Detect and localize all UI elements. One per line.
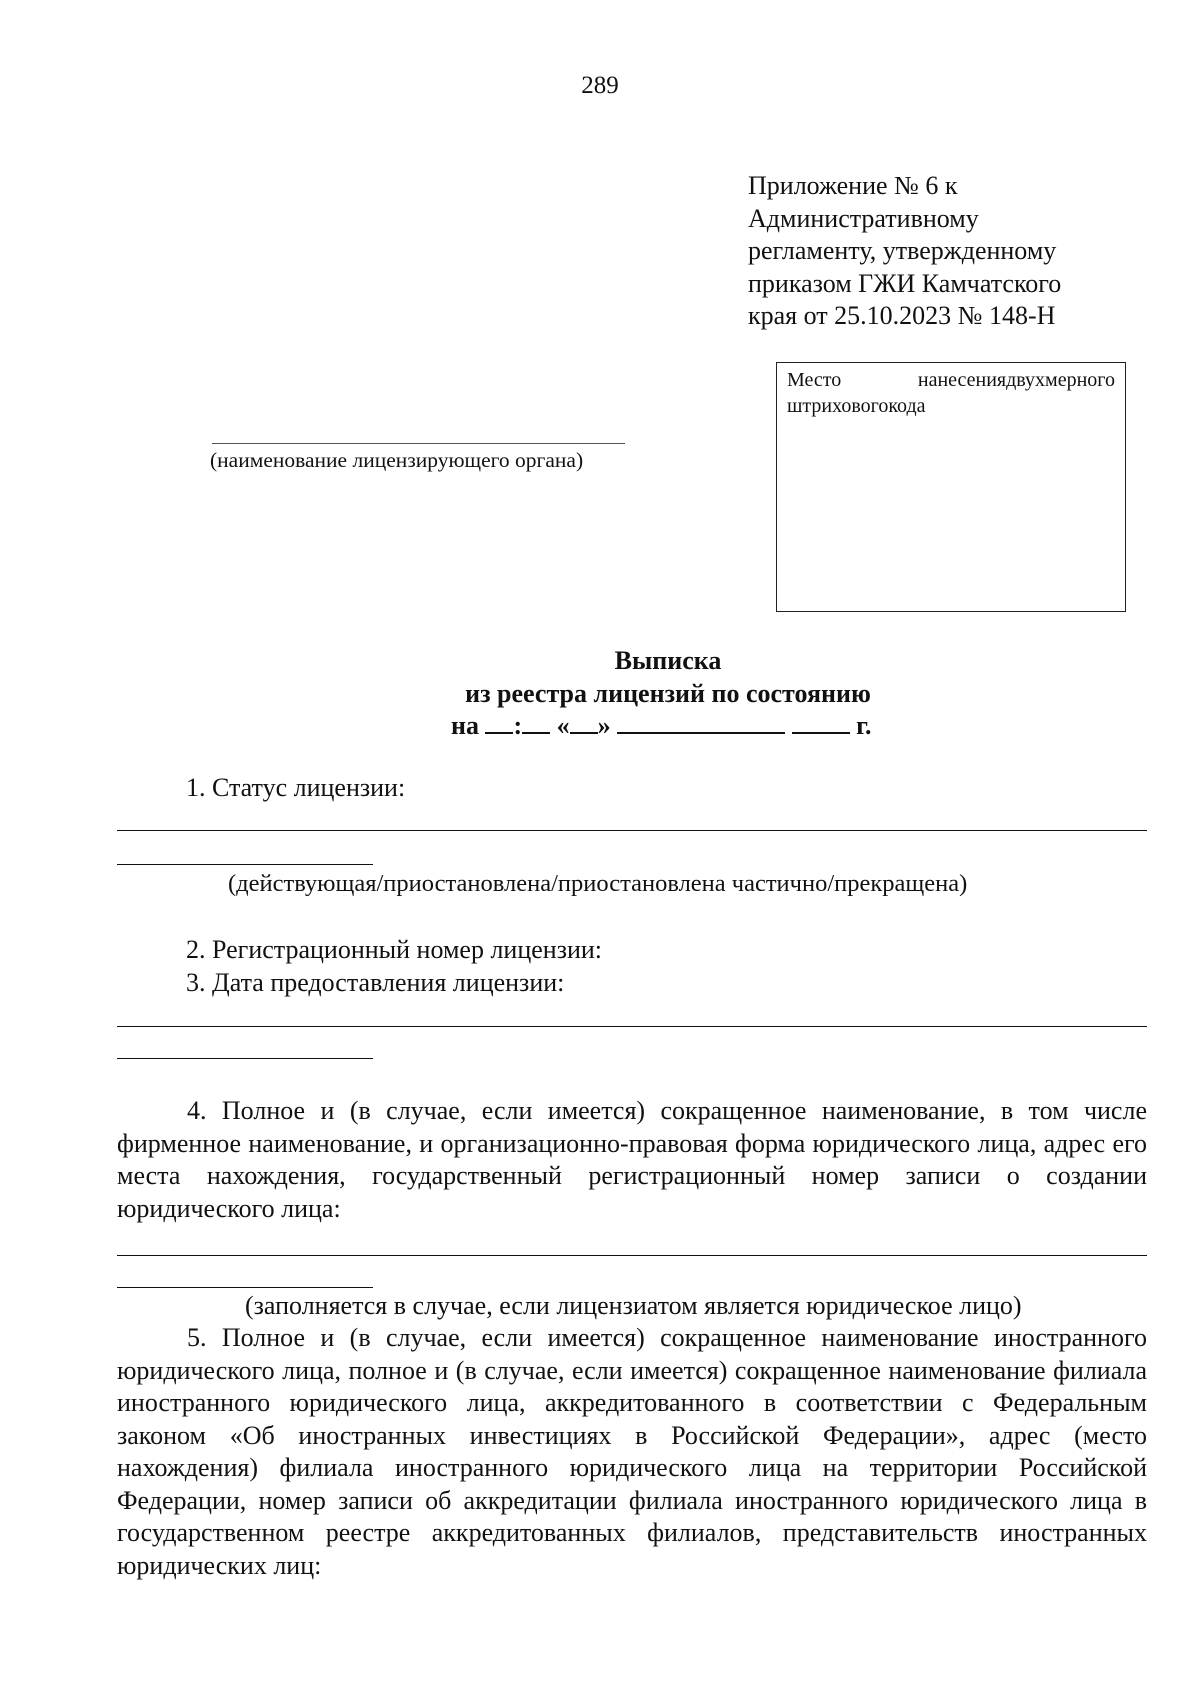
quote-close: » — [597, 711, 611, 740]
hour-blank — [485, 710, 513, 734]
barcode-label-word: нанесениядвухмерного — [917, 369, 1115, 391]
time-colon: : — [513, 711, 523, 740]
day-blank — [570, 710, 598, 734]
appendix-header — [748, 170, 1061, 333]
fill-line — [117, 830, 1147, 831]
date-line — [451, 710, 872, 742]
fill-line-short — [117, 1058, 373, 1059]
barcode-label-word: Место — [787, 369, 842, 391]
date-on-word: на — [451, 711, 479, 740]
year-suffix: г. — [856, 711, 872, 740]
appendix-line: края от 25.10.2023 № 148-Н — [748, 301, 1056, 330]
minute-blank — [522, 710, 550, 734]
appendix-line: Приложение № 6 к — [748, 171, 958, 200]
section-1-label: 1. Статус лицензии: — [186, 773, 406, 802]
barcode-label-line — [787, 367, 1115, 393]
page-number: 289 — [581, 72, 619, 99]
section-2-label: 2. Регистрационный номер лицензии: — [186, 935, 603, 964]
section-5 — [117, 1322, 1147, 1582]
fill-line-short — [117, 864, 373, 865]
licensing-authority-line — [212, 443, 625, 444]
month-blank — [617, 710, 785, 734]
fill-line-short — [117, 1287, 373, 1288]
section-4-text: 4. Полное и (в случае, если имеется) сокращенное наименование, в том числе фирменное наименование, и организационно-правовая форма юридического лица, адрес его места нахождения, государственный регистрационный номер записи о создании юридического лица: — [117, 1096, 1147, 1223]
appendix-line: Административному — [748, 203, 979, 233]
section-5-text: 5. Полное и (в случае, если имеется) сокращенное наименование иностранного юридического лица, полное и (в случае, если имеется) сокращенное наименование филиала иностранного юридического лица, аккредитованного в соответствии с Федеральным законом «Об иностранных инвестициях в Российской Федерации», адрес (место нахождения) филиала иностранного юридического лица на территории Российской Федерации, номер записи об аккредитации филиала иностранного юридического лица в государственном реестре аккредитованных филиалов, представительств иностранных юридических лиц: — [117, 1323, 1147, 1580]
year-blank — [792, 710, 850, 734]
appendix-line: приказом ГЖИ Камчатского — [748, 268, 1062, 298]
section-3-label: 3. Дата предоставления лицензии: — [186, 968, 565, 997]
document-subtitle: из реестра лицензий по состоянию — [465, 679, 871, 708]
fill-line — [117, 1255, 1147, 1256]
section-1-caption: (действующая/приостановлена/приостановлена частично/прекращена) — [228, 870, 968, 897]
section-4-caption: (заполняется в случае, если лицензиатом является юридическое лицо) — [245, 1291, 1022, 1320]
fill-line — [117, 1026, 1147, 1027]
quote-open: « — [556, 711, 570, 740]
section-4 — [117, 1095, 1147, 1225]
licensing-authority-caption: (наименование лицензирующего органа) — [210, 448, 584, 472]
document-title: Выписка — [614, 646, 722, 675]
appendix-line: регламенту, утвержденному — [748, 236, 1057, 265]
barcode-placeholder-box — [776, 362, 1126, 612]
barcode-label-line: штриховогокода — [787, 395, 926, 417]
